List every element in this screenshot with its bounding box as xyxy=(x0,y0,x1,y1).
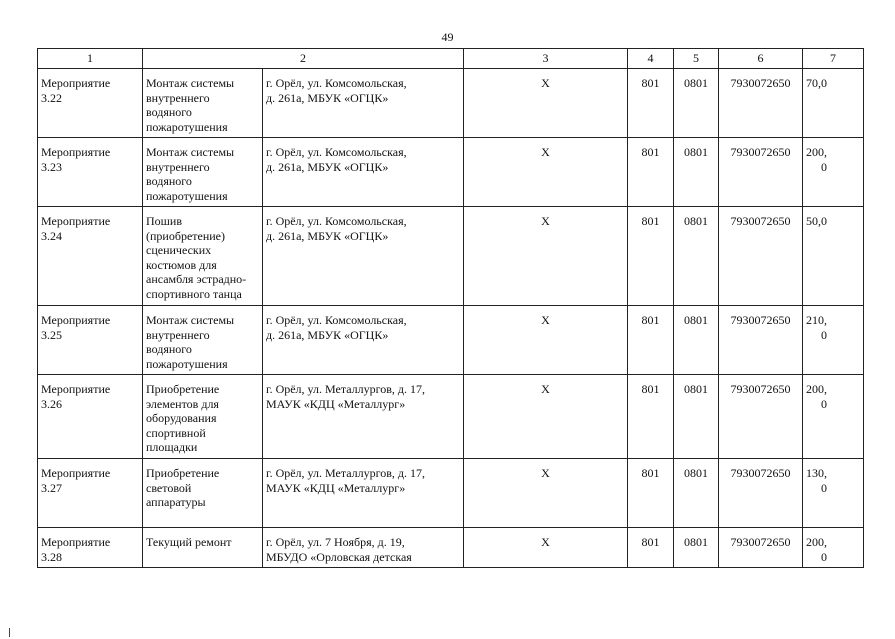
header-cell-3: 3 xyxy=(464,49,628,69)
address-cell: г. Орёл, ул. Комсомольская, д. 261а, МБУК «ОГЦК» xyxy=(263,138,464,207)
col6-cell: 7930072650 xyxy=(719,207,803,306)
col6-cell: 7930072650 xyxy=(719,375,803,459)
description-cell: Монтаж системы внутреннего водяного пожаротушения xyxy=(143,306,263,375)
address-cell: г. Орёл, ул. Металлургов, д. 17, МАУК «КДЦ «Металлург» xyxy=(263,459,464,528)
page-number: 49 xyxy=(441,30,454,44)
measure-cell: Мероприятие 3.24 xyxy=(38,207,143,306)
address-cell: г. Орёл, ул. 7 Ноября, д. 19, МБУДО «Орловская детская xyxy=(263,528,464,568)
col5-cell: 0801 xyxy=(674,528,719,568)
table-row xyxy=(38,207,864,306)
col3-cell: X xyxy=(464,138,628,207)
measure-cell: Мероприятие 3.25 xyxy=(38,306,143,375)
col3-cell: X xyxy=(464,207,628,306)
measure-cell: Мероприятие 3.27 xyxy=(38,459,143,528)
col5-cell: 0801 xyxy=(674,207,719,306)
col7-cell: 200,0 xyxy=(803,138,864,207)
col6-cell: 7930072650 xyxy=(719,306,803,375)
address-cell: г. Орёл, ул. Комсомольская, д. 261а, МБУК «ОГЦК» xyxy=(263,306,464,375)
col4-cell: 801 xyxy=(628,69,674,138)
col7-cell: 210,0 xyxy=(803,306,864,375)
col5-cell: 0801 xyxy=(674,138,719,207)
header-cell-2: 2 xyxy=(143,49,464,69)
col4-cell: 801 xyxy=(628,138,674,207)
col4-cell: 801 xyxy=(628,207,674,306)
address-cell: г. Орёл, ул. Комсомольская, д. 261а, МБУК «ОГЦК» xyxy=(263,207,464,306)
col7-cell: 70,0 xyxy=(803,69,864,138)
table-row xyxy=(38,528,864,568)
measure-cell: Мероприятие 3.23 xyxy=(38,138,143,207)
col4-cell: 801 xyxy=(628,459,674,528)
col7-cell: 200,0 xyxy=(803,528,864,568)
col4-cell: 801 xyxy=(628,375,674,459)
table-header-row xyxy=(38,49,864,69)
col3-cell: X xyxy=(464,375,628,459)
description-cell: Монтаж системы внутреннего водяного пожаротушения xyxy=(143,138,263,207)
header-cell-6: 6 xyxy=(719,49,803,69)
col3-cell: X xyxy=(464,306,628,375)
col7-cell: 130,0 xyxy=(803,459,864,528)
measure-cell: Мероприятие 3.28 xyxy=(38,528,143,568)
header-cell-4: 4 xyxy=(628,49,674,69)
col4-cell: 801 xyxy=(628,528,674,568)
col5-cell: 0801 xyxy=(674,375,719,459)
col5-cell: 0801 xyxy=(674,459,719,528)
col5-cell: 0801 xyxy=(674,69,719,138)
address-cell: г. Орёл, ул. Комсомольская, д. 261а, МБУК «ОГЦК» xyxy=(263,69,464,138)
measure-cell: Мероприятие 3.26 xyxy=(38,375,143,459)
description-cell: Текущий ремонт xyxy=(143,528,263,568)
table-row xyxy=(38,69,864,138)
col4-cell: 801 xyxy=(628,306,674,375)
col6-cell: 7930072650 xyxy=(719,459,803,528)
table-row xyxy=(38,306,864,375)
measure-cell: Мероприятие 3.22 xyxy=(38,69,143,138)
measures-table xyxy=(37,48,864,568)
col5-cell: 0801 xyxy=(674,306,719,375)
col6-cell: 7930072650 xyxy=(719,528,803,568)
description-cell: Монтаж системы внутреннего водяного пожаротушения xyxy=(143,69,263,138)
col3-cell: X xyxy=(464,528,628,568)
header-cell-7: 7 xyxy=(803,49,864,69)
address-cell: г. Орёл, ул. Металлургов, д. 17, МАУК «КДЦ «Металлург» xyxy=(263,375,464,459)
table-row xyxy=(38,375,864,459)
col6-cell: 7930072650 xyxy=(719,138,803,207)
col7-cell: 50,0 xyxy=(803,207,864,306)
scan-edge-mark xyxy=(9,628,10,637)
header-cell-1: 1 xyxy=(38,49,143,69)
col3-cell: X xyxy=(464,69,628,138)
header-cell-5: 5 xyxy=(674,49,719,69)
description-cell: Пошив (приобретение) сценических костюмов для ансамбля эстрадно- спортивного танца xyxy=(143,207,263,306)
description-cell: Приобретение элементов для оборудования спортивной площадки xyxy=(143,375,263,459)
col3-cell: X xyxy=(464,459,628,528)
col6-cell: 7930072650 xyxy=(719,69,803,138)
description-cell: Приобретение световой аппаратуры xyxy=(143,459,263,528)
table-row xyxy=(38,459,864,528)
col7-cell: 200,0 xyxy=(803,375,864,459)
table-row xyxy=(38,138,864,207)
